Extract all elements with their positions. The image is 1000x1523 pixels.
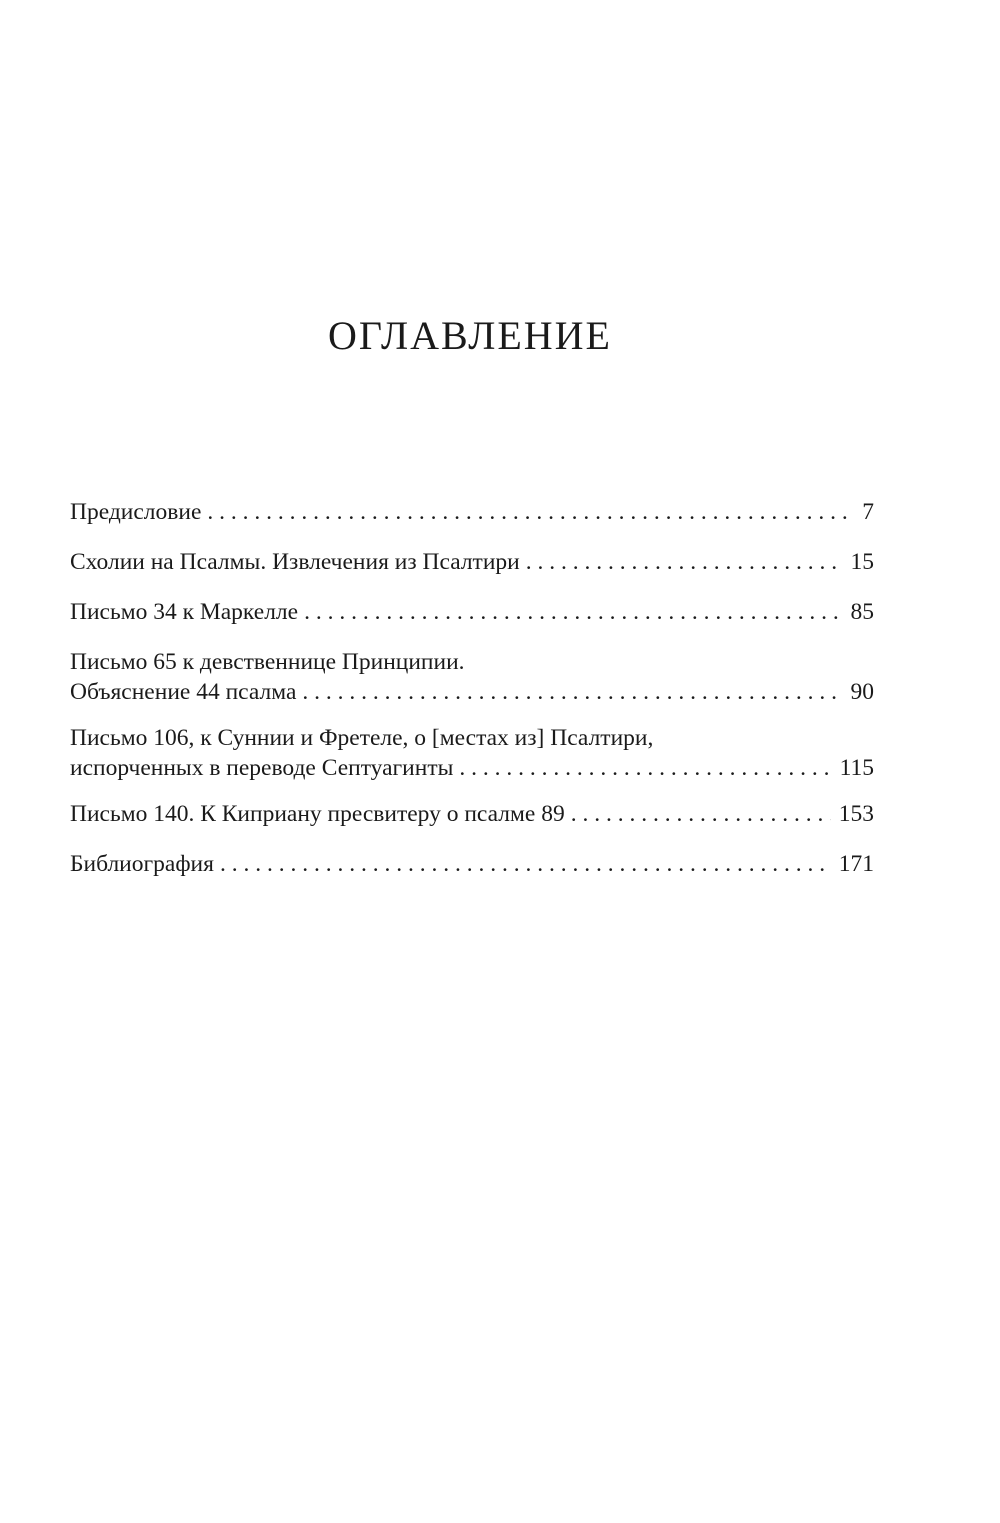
toc-entry-row xyxy=(70,799,874,829)
toc-page-number: 171 xyxy=(838,851,874,877)
dot-leader xyxy=(526,547,843,577)
dot-leader xyxy=(302,677,842,707)
dot-leader xyxy=(304,597,842,627)
dot-leader xyxy=(459,753,831,783)
toc-entry-preface xyxy=(70,497,874,527)
toc-entry-title: Библиография xyxy=(70,851,214,877)
dot-leader xyxy=(220,849,831,879)
toc-entry-row xyxy=(70,497,874,527)
toc-page-number: 153 xyxy=(838,801,874,827)
toc-entry-title: Объяснение 44 псалма xyxy=(70,679,297,705)
toc-page-number: 90 xyxy=(850,679,874,705)
dot-leader xyxy=(571,799,831,829)
toc-entry-row xyxy=(70,849,874,879)
toc-page-number: 7 xyxy=(862,499,874,525)
toc-entry-row xyxy=(70,753,874,783)
toc-entry-bibliography xyxy=(70,849,874,879)
toc-entry-letter-106 xyxy=(70,723,874,783)
toc-entry-title: испорченных в переводе Септуагинты xyxy=(70,755,454,781)
toc-entry-title-line: Письмо 106, к Суннии и Фретеле, о [местах из] Псалтири, xyxy=(70,725,654,751)
toc-entry-title: Схолии на Псалмы. Извлечения из Псалтири xyxy=(70,549,520,575)
toc-entry-title: Предисловие xyxy=(70,499,202,525)
toc-page-number: 85 xyxy=(850,599,874,625)
toc-entry-scholia xyxy=(70,547,874,577)
toc-entry-row xyxy=(70,677,874,707)
toc-entry-title: Письмо 140. К Киприану пресвитеру о псалме 89 xyxy=(70,801,565,827)
dot-leader xyxy=(207,497,854,527)
toc-entry-row xyxy=(70,597,874,627)
toc-entry-title: Письмо 34 к Маркелле xyxy=(70,599,299,625)
toc-page-number: 15 xyxy=(850,549,874,575)
toc-entry-title-line: Письмо 65 к девственнице Принципии. xyxy=(70,649,465,675)
page-title: ОГЛАВЛЕНИЕ xyxy=(328,313,612,358)
toc-entry-row xyxy=(70,547,874,577)
toc-entry-letter-34 xyxy=(70,597,874,627)
toc-page-number: 115 xyxy=(839,755,874,781)
toc-entry-letter-140 xyxy=(70,799,874,829)
toc-entry-letter-65 xyxy=(70,647,874,707)
table-of-contents xyxy=(70,497,874,899)
